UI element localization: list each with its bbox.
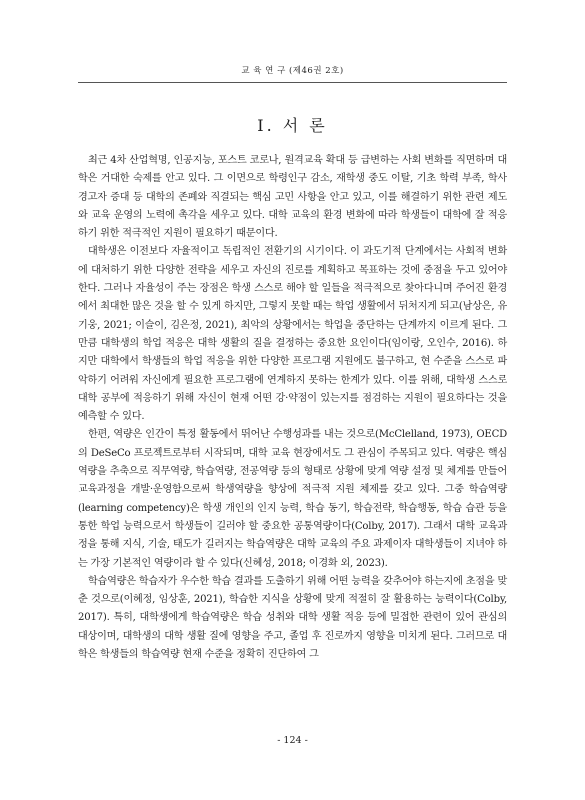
body-text <box>78 152 507 664</box>
paragraph-2: 대학생은 이전보다 자율적이고 독립적인 전환기의 시기이다. 이 과도기적 단계에서는 사회적 변화에 대처하기 위한 다양한 전략을 세우고 자신의 진로를 계획하고 목표하는 것에 중점을 두고 있어야 한다. 그러나 자율성이 주는 장점은 학생 스스로 해야 할 일들을 적극적으로 찾아다니며 주어진 환경에서 최대한 많은 것을 할 수 있게 하지만, 그렇지 못할 때는 학업 생활에서 뒤처지게 되고(남상은, 유기웅, 2021; 이슬이, 김은정, 2021), 최악의 상황에서는 학업을 중단하는 단계까지 이르게 된다. 그만큼 대학생의 학업 적응은 대학 생활의 질을 결정하는 중요한 요인이다(임이랑, 오인수, 2016). 하지만 대학에서 학생들의 학업 적응을 위한 다양한 프로그램 지원에도 불구하고, 현 수준을 스스로 파악하기 어려워 자신에게 필요한 프로그램에 연계하지 못하는 한계가 있다. 이를 위해, 대학생 스스로 대학 공부에 적응하기 위해 자신이 현재 어떤 강·약점이 있는지를 점검하는 지원이 필요하다는 것을 예측할 수 있다. <box>78 246 507 423</box>
paragraph-3: 한편, 역량은 인간이 특정 활동에서 뛰어난 수행성과를 내는 것으로(McClelland, 1973), OECD의 DeSeCo 프로젝트로부터 시작되며, 대학 교육 현장에서도 그 관심이 주목되고 있다. 역량은 핵심역량을 추축으로 직무역량, 학습역량, 전공역량 등의 형태로 상황에 맞게 역량 설정 및 체계를 만들어 교육과정을 개발·운영함으로써 학생역량을 향상에 적극적 지원 체제를 갖고 있다. 그중 학습역량(learning competency)은 학생 개인의 인지 능력, 학습 동기, 학습전략, 학습행동, 학습 습관 등을 통한 학업 능력으로서 학생들이 길러야 할 중요한 공통역량이다(Colby, 2017). 그래서 대학 교육과정을 통해 지식, 기술, 태도가 길러지는 학습역량은 대학 교육의 주요 과제이자 대학생들이 지녀야 하는 가장 기본적인 역량이라 할 수 있다(신혜성, 2018; 이경화 외, 2023). <box>78 429 507 569</box>
page-number: - 124 - <box>277 735 308 746</box>
section-title: Ⅰ. 서 론 <box>257 116 328 135</box>
running-header: 교 육 연 구 (제46권 2호) <box>241 66 344 76</box>
paragraph-4: 학습역량은 학습자가 우수한 학습 결과를 도출하기 위해 어떤 능력을 갖추어야 하는지에 초점을 맞춘 것으로(이혜정, 임상훈, 2021), 학습한 지식을 상황에 맞게 적절히 잘 활용하는 능력이다(Colby, 2017). 특히, 대학생에게 학습역량은 학습 성취와 대학 생활 적응 등에 밀접한 관련이 있어 관심의 대상이며, 대학생의 대학 생활 질에 영향을 주고, 졸업 후 진로까지 영향을 미치게 된다. 그러므로 대학은 학생들의 학습역량 현재 수준을 정확히 진단하여 그 <box>78 575 507 661</box>
paragraph-1: 최근 4차 산업혁명, 인공지능, 포스트 코로나, 원격교육 확대 등 급변하는 사회 변화를 직면하며 대학은 거대한 숙제를 안고 있다. 그 이면으로 학령인구 감소, 재학생 중도 이탈, 기초 학력 부족, 학사 경고자 증대 등 대학의 존폐와 직결되는 핵심 고민 사항을 안고 있고, 이를 해결하기 위한 관련 제도와 교육 운영의 노력에 촉각을 세우고 있다. 대학 교육의 환경 변화에 따라 학생들이 대학에 잘 적응하기 위한 적극적인 지원이 필요하기 때문이다. <box>78 155 507 240</box>
header-divider <box>78 82 507 83</box>
